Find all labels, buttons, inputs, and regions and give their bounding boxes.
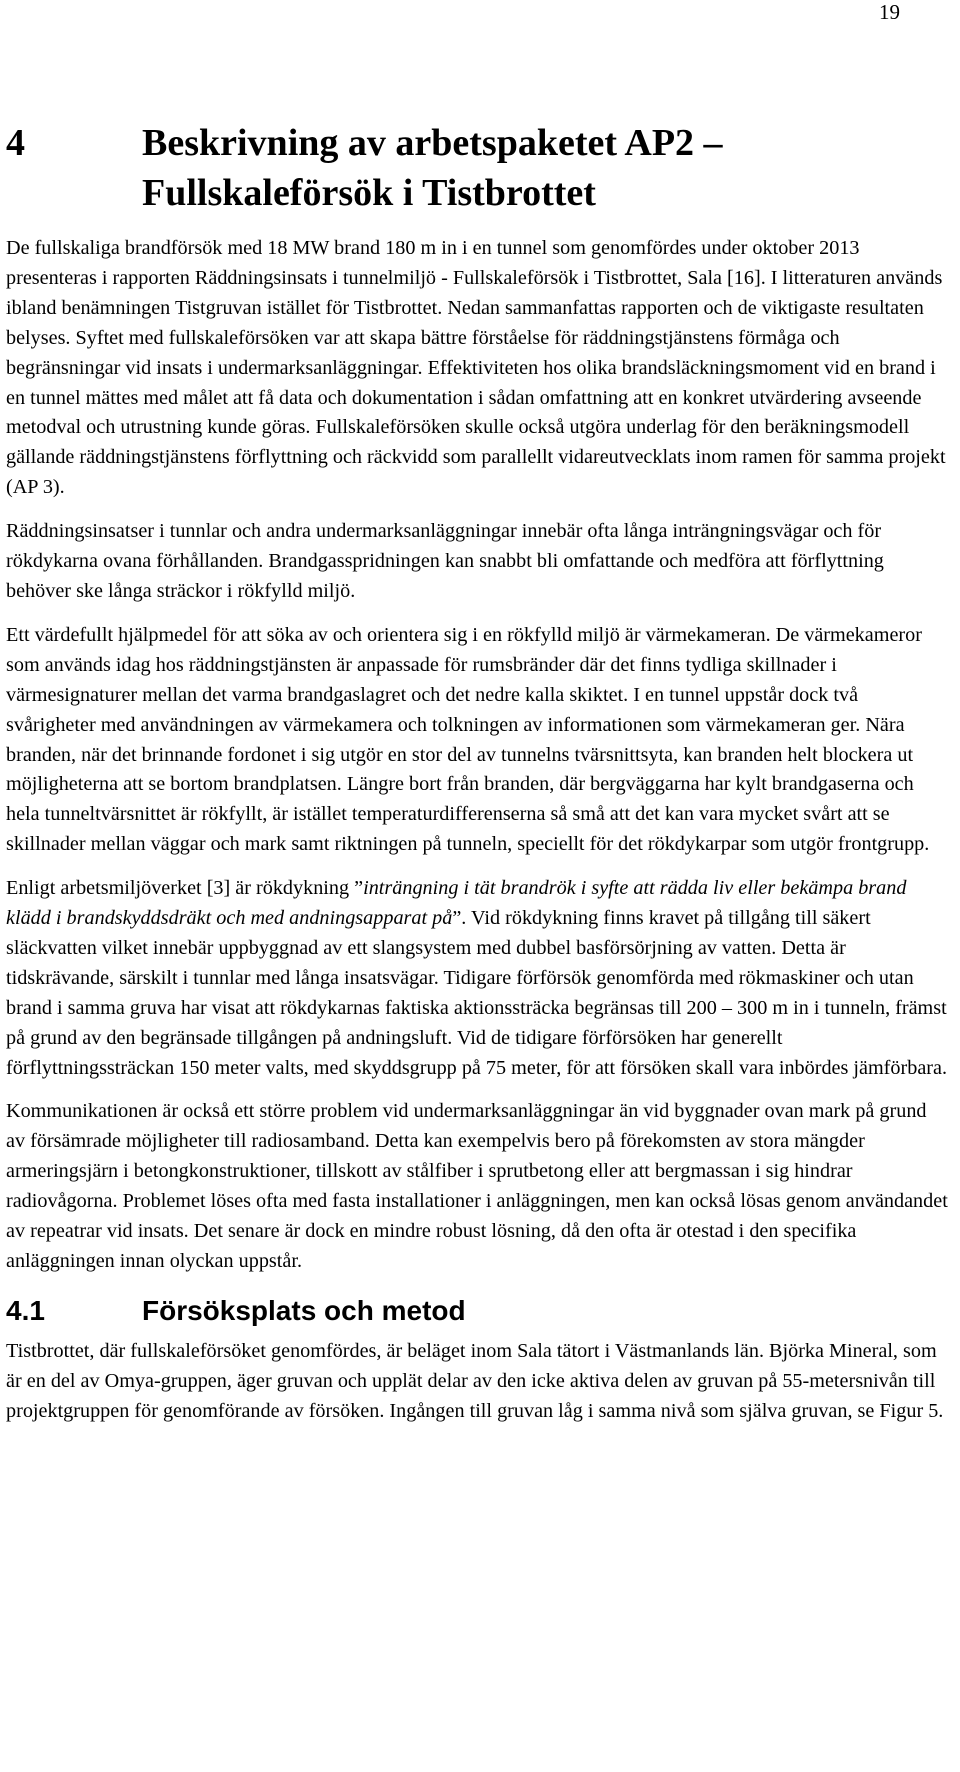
chapter-number: 4: [6, 122, 25, 164]
section-heading: [6, 1291, 950, 1331]
chapter-title-line-2: Fullskaleförsök i Tistbrottet: [142, 172, 596, 214]
paragraph-smoke-diving: [6, 874, 950, 1083]
body-text: [6, 234, 950, 1441]
paragraph-thermal-camera: Ett värdefullt hjälpmedel för att söka av och orientera sig i en rökfylld miljö är värmekameran. De värmekameror som används idag hos räddningstjänsten är anpassade för rumsbränder där det finns tydliga skillnader i värmesignaturer mellan det varma brandgaslagret och det nedre kalla skiktet. I en tunnel uppstår dock två svårigheter med användningen av värmekamera och tolkningen av informationen som värmekameran ger. Nära branden, när det brinnande fordonet i sig utgör en stor del av tunnelns tvärsnittsyta, kan branden helt blockera ut möjligheterna att se bortom brandplatsen. Längre bort från branden, där bergväggarna har kylt brandgaserna och hela tunneltvärsnittet är rökfyllt, är istället temperaturdifferenserna så små att det kan vara mycket svårt att se skillnader mellan väggar och mark samt riktningen på tunneln, speciellt för det rökdykarpar som utgör frontgrupp.: [6, 623, 930, 856]
paragraph-rescue-operations: Räddningsinsatser i tunnlar och andra undermarksanläggningar innebär ofta långa inträngningsvägar och för rökdykarna ovana förhållanden. Brandgasspridningen kan snabbt bli omfattande och medföra att förflyttning behöver ske långa sträckor i rökfylld miljö.: [6, 520, 884, 602]
paragraph-communication: Kommunikationen är också ett större problem vid undermarksanläggningar än vid byggnader ovan mark på grund av försämrade möjligheter till radiosamband. Detta kan exempelvis bero på förekomsten av stora mängder armeringsjärn i betongkonstruktioner, tillskott av stålfiber i sprutbetong eller att bergmassan i sig hindrar radiovågorna. Problemet löses ofta med fasta installationer i anläggningen, men kan också lösas genom användandet av repeatrar vid insats. Det senare är dock en mindre robust lösning, då den ofta är otestad i den specifika anläggningen innan olyckan uppstår.: [6, 1100, 948, 1272]
paragraph-smoke-diving-post: ”. Vid rökdykning finns kravet på tillgång till säkert släckvatten vilket innebär uppbyggnad av ett slangsystem med dubbel basförsörjning av vatten. Detta är tidskrävande, särskilt i tunnlar med långa insatsvägar. Tidigare förförsök genomförda med rökmaskiner och utan brand i samma gruva har visat att rökdykarnas faktiska aktionssträcka begränsas till 200 – 300 m in i tunneln, främst på grund av den begränsade tillgången på andningsluft. Vid de tidigare förförsöken har generellt förflyttningssträckan 150 meter valts, med skyddsgrupp på 75 meter, för att försöken skall vara inbördes jämförbara.: [6, 907, 948, 1079]
paragraph-test-site: Tistbrottet, där fullskaleförsöket genomfördes, är beläget inom Sala tätort i Västmanlands län. Björka Mineral, som är en del av Omya-gruppen, äger gruvan och upplät delar av den icke aktiva delen av gruvan på 55-metersnivån till projektgruppen för genomförande av försöken. Ingången till gruvan låg i samma nivå som själva gruvan, se Figur 5.: [6, 1339, 944, 1422]
smoke-diving-definition-quote: inträngning i tät brandrök i syfte att rädda liv eller bekämpa brand klädd i brandskyddsdräkt och med andningsapparat på: [6, 877, 907, 930]
chapter-title-line-1: Beskrivning av arbetspaketet AP2 –: [142, 122, 723, 164]
section-title: Försöksplats och metod: [142, 1294, 466, 1326]
paragraph-intro: De fullskaliga brandförsök med 18 MW brand 180 m in i en tunnel som genomfördes under oktober 2013 presenteras i rapporten Räddningsinsats i tunnelmiljö - Fullskaleförsök i Tistbrottet, Sala [16]. I litteraturen används ibland benämningen Tistgruvan istället för Tistbrottet. Nedan sammanfattas rapporten och de viktigaste resultaten belyses. Syftet med fullskaleförsöken var att skapa bättre förståelse för räddningstjänstens förmåga och begränsningar vid insats i undermarksanläggningar. Effektiviteten hos olika brandsläckningsmoment vid en brand i en tunnel mättes med målet att få data och dokumentation i sådan omfattning att en konkret utvärdering avseende metodval och utrustning kunde göras. Fullskaleförsöken skulle också utgöra underlag för den beräkningsmodell gällande räddningstjänstens förflyttning och räckvidd som parallellt vidareutvecklats inom ramen för samma projekt (AP 3).: [6, 237, 946, 499]
page-number: 19: [879, 0, 900, 24]
section-number: 4.1: [6, 1294, 45, 1326]
paragraph-smoke-diving-pre: Enligt arbetsmiljöverket [3] är rökdykning ”: [6, 877, 364, 900]
chapter-title: [142, 118, 942, 218]
